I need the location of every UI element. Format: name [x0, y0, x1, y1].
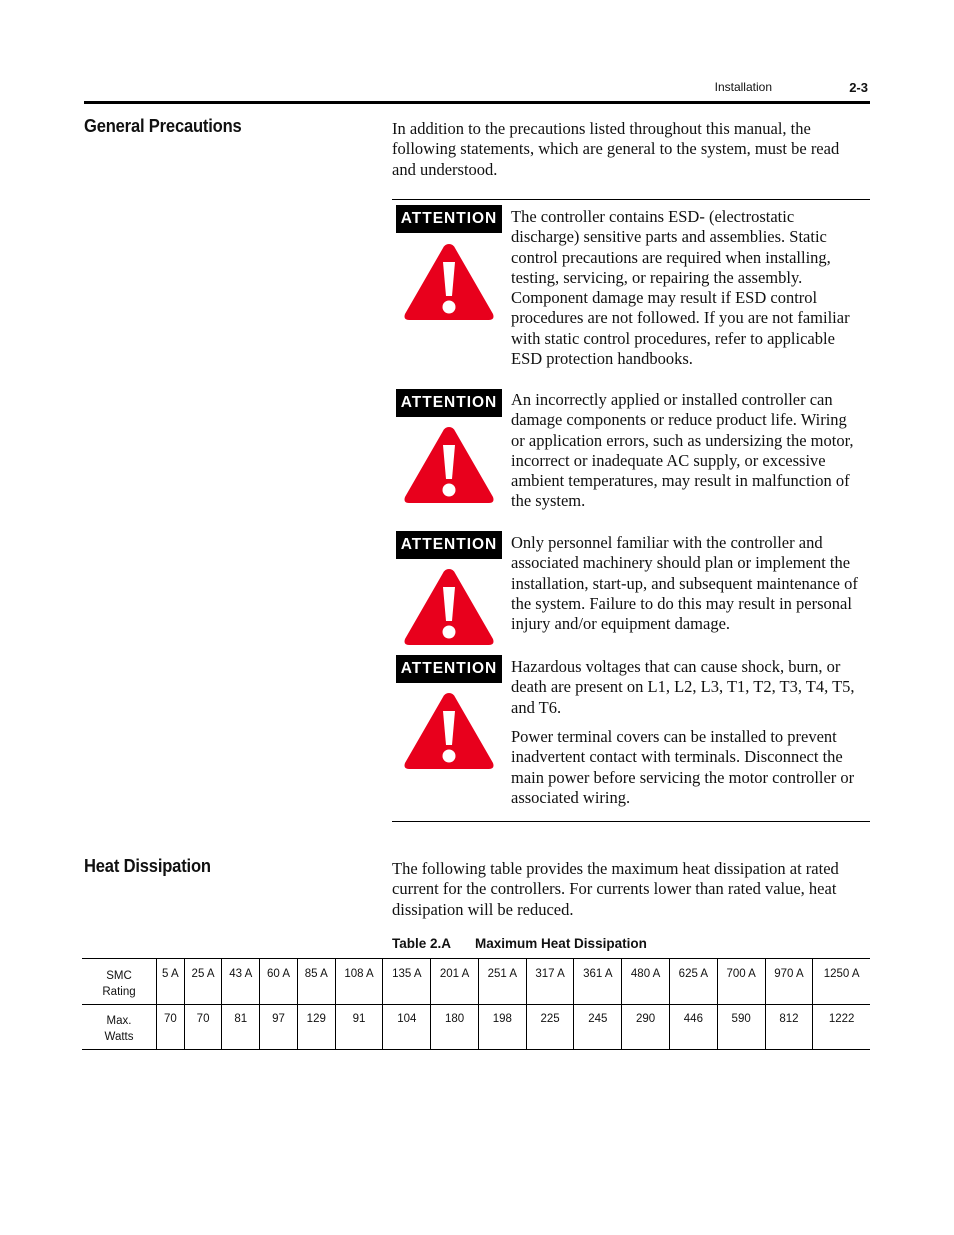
attention-label: ATTENTION: [396, 655, 502, 683]
general-precautions-heading: General Precautions: [84, 116, 242, 136]
table-cell: 129: [297, 1005, 335, 1050]
table-cell: 625 A: [670, 959, 718, 1005]
table-cell: 60 A: [260, 959, 298, 1005]
table-cell: 97: [260, 1005, 298, 1050]
table-cell: 251 A: [478, 959, 526, 1005]
table-cell: 1250 A: [813, 959, 870, 1005]
running-header: [714, 80, 868, 95]
table-number: Table 2.A: [392, 936, 452, 951]
page-number: 2-3: [849, 80, 868, 95]
warning-exclamation-icon: [402, 240, 496, 324]
warning-exclamation-icon: [402, 565, 496, 649]
table-cell: 700 A: [717, 959, 765, 1005]
table-cell: 135 A: [383, 959, 431, 1005]
table-cell: 201 A: [431, 959, 479, 1005]
table-caption: [392, 936, 647, 951]
table-cell: 81: [222, 1005, 260, 1050]
attention-label: ATTENTION: [396, 389, 502, 417]
attention-block-bottom-rule: [392, 821, 870, 822]
header-rule: [84, 101, 870, 104]
attention-label: ATTENTION: [396, 205, 502, 233]
heat-dissipation-intro: The following table provides the maximum heat dissipation at rated current for the controllers. For currents lower than rated value, heat dissipation will be reduced.: [392, 859, 839, 919]
table-cell: 225: [526, 1005, 574, 1050]
table-title: Maximum Heat Dissipation: [475, 936, 647, 951]
table-cell: 480 A: [622, 959, 670, 1005]
attention-notice-text: The controller contains ESD- (electrostatic discharge) sensitive parts and assemblies. Static control precautions are required when installing, testing, servicing, or repairing the assembly. Component damage may result if ESD control procedures are not followed. If you are not familiar with static control procedures, refer to applicable ESD protection handbooks.: [511, 207, 850, 369]
table-cell: 104: [383, 1005, 431, 1050]
table-cell: 198: [478, 1005, 526, 1050]
table-cell: 180: [431, 1005, 479, 1050]
row-header-smc-rating: SMC Rating: [82, 959, 157, 1005]
attention-block-top-rule: [392, 199, 870, 200]
attention-notice-text: An incorrectly applied or installed controller can damage components or reduce product life. Wiring or application errors, such as undersizing the motor, incorrect or inadequate AC supply, or excessive ambient temperatures, may result in malfunction of the system.: [511, 390, 854, 511]
table-cell: 43 A: [222, 959, 260, 1005]
table-cell: 85 A: [297, 959, 335, 1005]
table-cell: 91: [335, 1005, 383, 1050]
attention-notice-text: Hazardous voltages that can cause shock, burn, or death are present on L1, L2, L3, T1, T2, T3, T4, T5, and T6.: [511, 657, 855, 717]
table-cell: 70: [157, 1005, 185, 1050]
warning-exclamation-icon: [402, 423, 496, 507]
table-row: [82, 1005, 870, 1050]
table-row: [82, 959, 870, 1005]
heat-dissipation-heading: Heat Dissipation: [84, 856, 211, 876]
warning-exclamation-icon: [402, 689, 496, 773]
attention-notice-text: Power terminal covers can be installed to prevent inadvertent contact with terminals. Disconnect the main power before servicing the motor controller or associated wiring.: [511, 727, 855, 807]
table-cell: 5 A: [157, 959, 185, 1005]
table-cell: 446: [670, 1005, 718, 1050]
table-cell: 590: [717, 1005, 765, 1050]
table-cell: 812: [765, 1005, 813, 1050]
attention-notice-text: Only personnel familiar with the controller and associated machinery should plan or implement the installation, start-up, and subsequent maintenance of the system. Failure to do this may result in personal injury and/or equipment damage.: [511, 533, 858, 634]
table-cell: 245: [574, 1005, 622, 1050]
heat-dissipation-table: [82, 958, 870, 1050]
table-cell: 970 A: [765, 959, 813, 1005]
table-cell: 290: [622, 1005, 670, 1050]
table-cell: 25 A: [184, 959, 222, 1005]
table-cell: 361 A: [574, 959, 622, 1005]
general-precautions-intro: In addition to the precautions listed throughout this manual, the following statements, which are general to the system, must be read and understood.: [392, 119, 840, 179]
table-cell: 108 A: [335, 959, 383, 1005]
table-cell: 1222: [813, 1005, 870, 1050]
header-section-title: Installation: [714, 80, 772, 94]
table-cell: 317 A: [526, 959, 574, 1005]
attention-label: ATTENTION: [396, 531, 502, 559]
row-header-max-watts: Max. Watts: [82, 1005, 157, 1050]
table-cell: 70: [184, 1005, 222, 1050]
